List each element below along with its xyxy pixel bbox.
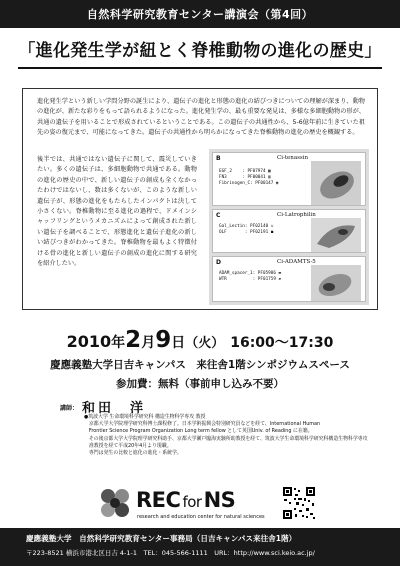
figure-panel-b xyxy=(212,152,366,206)
header-banner xyxy=(0,0,400,28)
panel-d-domains: ADAM_spacer_1: PF05986 ▬ WTR : PF01759 ▰ xyxy=(219,271,282,282)
panel-d-label: D xyxy=(216,259,221,266)
event-time: 16:00～17:30 xyxy=(230,335,334,351)
event-year-unit: 年 xyxy=(111,335,126,351)
title-underline xyxy=(18,67,382,69)
embryo-image-c xyxy=(311,218,361,252)
panel-b-label: B xyxy=(216,155,221,162)
figure-panel-c xyxy=(212,209,366,253)
bio-line: 准教授を経て平成20年4月より現職。 xyxy=(84,442,172,449)
panel-c-label: C xyxy=(216,212,221,219)
event-day: 9 xyxy=(155,327,172,353)
event-year: 2010 xyxy=(66,332,112,351)
rec-molecule-icon xyxy=(96,486,134,520)
speaker-tag: 講師： xyxy=(60,405,79,412)
abstract-paragraph-2: 後半では、共通ではない遺伝子に関して、震災していきたい。多くの遺伝子は、多細胞動物で共通である。動物の進化の歴史の中で、新しい遺伝子の創成も全くなかったわけではないし、数は多くないが、このような新しい遺伝子が、形態の進化をもたらしたインパクトは決して小さくない。脊椎動物に至る進化の過程で、ドメインシャッフリングというメカニズムによって創成された新しい遺伝子を調べることで、形態進化と遺伝子進化の新しい結びつきがわかってきた。脊椎動物を最もよく特徴付ける骨の進化と新しい遺伝子の創成の進化に関する研究を紹介したい。 xyxy=(37,156,197,268)
bio-line: 専門は発生の比較と進化の進化・系統学。 xyxy=(84,450,182,457)
bio-line: その後京都大学大学院理学研究科助手、京都大学瀬戸臨海実験所助教授を経て、筑波大学生命環境科学研究科構造生物科学専攻 xyxy=(84,435,368,442)
header-text: 自然科学研究教育センター講演会（第4回） xyxy=(86,8,314,21)
event-weekday: （火） xyxy=(185,336,225,351)
panel-c-gene-name: Ci-Latrophilin xyxy=(277,212,316,218)
bio-line: 京都大学大学院理学研究科博士課程修了。日本学術振興会特別研究員などを経て、International Human xyxy=(84,421,321,428)
rec-subtitle: research and education center for natural sciences xyxy=(137,514,265,520)
event-month-unit: 月 xyxy=(141,335,156,351)
abstract-paragraph-1: 進化発生学という新しい学問分野の誕生により、遺伝子の進化と形態の進化の結びつきについての理解が深まり、動物の進化が、新たな彩りをもって語られるようになった。進化発生学の、最も重要な発見は、多様な多細胞動物の形が、共通の遺伝子を用いることで形成されているということである。この遺伝子の共通性から、5-6億年前に生きていた祖先の姿の復元まで、可能になってきた。遺伝子の共通性から明らかになってきた脊椎動物の進化の歴史を概観する。 xyxy=(37,98,365,137)
research-figure xyxy=(209,149,369,305)
speaker-bio xyxy=(84,414,384,457)
embryo-image-d xyxy=(311,265,361,301)
event-fee: 参加費：無料（事前申し込み不要） xyxy=(116,378,284,390)
event-month: 2 xyxy=(125,327,142,353)
qr-code-icon xyxy=(282,486,316,520)
abstract-box xyxy=(22,88,378,310)
speaker-name: 和田 洋 xyxy=(82,401,147,416)
footer-banner xyxy=(0,528,400,566)
bio-line: ●筑波大学 生命環境科学研究科 構造生物科学専攻 教授 xyxy=(84,414,206,420)
figure-panel-d xyxy=(212,256,366,302)
lecture-title-block xyxy=(18,36,382,61)
footer-contact: 〒223-8521 横浜市港北区日吉 4-1-1 TEL：045-566-1111 URL：http://www.sci.keio.ac.jp/ xyxy=(26,549,315,557)
rec-logo-text xyxy=(136,488,235,512)
event-venue: 慶應義塾大学日吉キャンパス 来往舎1階シンポジウムスペース xyxy=(50,359,350,371)
lecture-title: 「進化発生学が紐とく脊椎動物の進化の歴史」 xyxy=(18,41,382,61)
panel-d-gene-name: Ci-ADAMTS-5 xyxy=(277,259,316,265)
event-day-unit: 日 xyxy=(171,335,186,351)
panel-c-domains: Gal_Lectin: PF02140 ◇ OLF : PF02191 ◼ xyxy=(219,224,274,235)
embryo-image-b xyxy=(311,161,361,205)
footer-organizer: 慶應義塾大学 自然科学研究教育センター事務局（日吉キャンパス来往舎1階） xyxy=(26,534,297,543)
panel-b-domains: EGF_2 : PF07974 ▩ FN3 : PF00041 ▥ Fibrinogen_C: PF00147 ◉ xyxy=(219,169,279,186)
event-datetime xyxy=(0,327,400,353)
panel-b-gene-name: Ci-tenassin xyxy=(277,155,309,161)
for-word: for xyxy=(182,493,202,511)
bio-line: Frontier Science Program Organization Long term fellow として英国Univ. of Reading に在籍。 xyxy=(84,428,313,435)
rec-word: REC xyxy=(136,488,181,512)
ns-word: NS xyxy=(203,488,236,512)
